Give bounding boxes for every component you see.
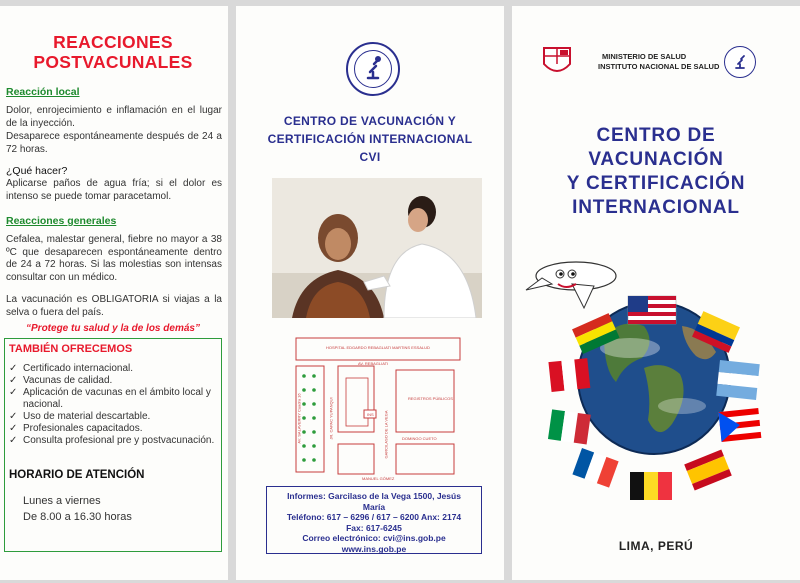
ministry-line2: INSTITUTO NACIONAL DE SALUD xyxy=(598,62,720,71)
general-reactions-heading: Reacciones generales xyxy=(6,215,117,227)
info-email[interactable]: Correo electrónico: cvi@ins.gob.pe xyxy=(302,533,446,543)
cover-title-line: INTERNACIONAL xyxy=(572,197,740,218)
offers-list xyxy=(9,363,217,447)
map-registry-label: REGISTROS PÚBLICOS xyxy=(408,396,453,401)
general-reactions-text: Cefalea, malestar general, fiebre no mayor a 38 ºC que desaparecen espontáneamente dentro de 24 a 72 horas. Si las molestias son intensas consultar con un médico. xyxy=(6,234,222,283)
france-flag-icon xyxy=(572,448,618,488)
map-street-right: GARCILASO DE LA VEGA xyxy=(383,410,389,459)
what-to-do-heading: ¿Qué hacer? xyxy=(6,165,68,177)
hours-heading: HORARIO DE ATENCIÓN xyxy=(9,469,145,481)
offer-item: ✓ Vacunas de calidad. xyxy=(9,375,217,387)
ins-logo-small xyxy=(724,46,756,78)
argentina-flag-icon xyxy=(716,360,760,400)
info-website[interactable]: www.ins.gob.pe xyxy=(341,543,407,554)
map-hospital-label: HOSPITAL EDGARDO REBAGLIATI MARTINS ESSALUD xyxy=(326,345,430,350)
info-address: Informes: Garcilaso de la Vega 1500, Jesús xyxy=(287,491,461,501)
cover-title-line: Y CERTIFICACIÓN xyxy=(566,173,746,194)
peru-coat-of-arms-icon xyxy=(540,44,574,78)
offers-heading: TAMBIÉN OFRECEMOS xyxy=(9,343,133,355)
belgium-flag-icon xyxy=(630,472,672,500)
cover-title xyxy=(512,124,800,220)
reactions-panel xyxy=(0,6,228,580)
map-street-top: AV. REBAGLIATI xyxy=(358,361,389,366)
offer-item: ✓ Certificado internacional. xyxy=(9,363,217,375)
what-to-do-text: Aplicarse paños de agua fría; si el dolor es intenso se puede tomar paracetamol. xyxy=(6,178,222,202)
reactions-title-line1: REACCIONES xyxy=(53,32,173,52)
spain-flag-icon xyxy=(684,450,732,491)
cover-title-line: VACUNACIÓN xyxy=(588,149,724,170)
cover-title-line: CENTRO DE xyxy=(596,125,716,146)
microscope-icon xyxy=(348,44,398,94)
local-reaction-heading: Reacción local xyxy=(6,86,80,98)
offer-item: ✓ Profesionales capacitados. xyxy=(9,423,217,435)
hours-time: De 8.00 a 16.30 horas xyxy=(23,511,132,523)
peru-flag-icon xyxy=(548,358,590,392)
map-ins-label: INS xyxy=(367,412,374,417)
puerto-rico-flag-icon xyxy=(718,408,761,442)
info-fax: Fax: 617-6245 xyxy=(346,522,402,533)
cover-panel xyxy=(512,6,800,580)
ins-logo xyxy=(346,42,400,96)
local-reaction-text: Dolor, enrojecimiento e inflamación en el lugar de la inyección. xyxy=(6,105,222,129)
globe-flags-illustration xyxy=(512,256,800,506)
map-manuel-label: MANUEL GÓMEZ xyxy=(362,476,395,481)
map-street-left: AV. SALAVERRY Cuadra 16 xyxy=(296,393,302,444)
italy-flag-icon xyxy=(548,409,591,444)
info-district: María xyxy=(362,501,386,512)
contact-info-box xyxy=(266,486,482,554)
offer-item: ✓ Consulta profesional pre y postvacunación. xyxy=(9,435,217,447)
center-panel xyxy=(236,6,504,580)
hours-days: Lunes a viernes xyxy=(23,495,101,507)
center-title xyxy=(236,112,504,166)
vaccination-photo xyxy=(272,178,482,318)
info-phone: Teléfono: 617 – 6296 / 617 – 6200 Anx: 2174 xyxy=(286,512,462,522)
location-map xyxy=(292,336,464,482)
center-title-line1: CENTRO DE VACUNACIÓN Y xyxy=(283,114,457,128)
local-reaction-text-2: Desaparece espontáneamente después de 24 a 72 horas. xyxy=(6,131,222,155)
city-label: LIMA, PERÚ xyxy=(618,539,694,553)
microscope-icon xyxy=(725,47,755,77)
offer-item: ✓ Aplicación de vacunas en el ámbito local y nacional. xyxy=(9,387,217,411)
ministry-line1: MINISTERIO DE SALUD xyxy=(602,52,687,61)
map-street-mid: JR. CAPAC YUPANQUI xyxy=(328,397,334,440)
slogan: “Protege tu salud y la de los demás” xyxy=(26,323,200,334)
usa-flag-icon xyxy=(628,296,676,324)
center-title-line3: CVI xyxy=(359,150,381,164)
mandatory-text: La vacunación es OBLIGATORIA si viajas a la selva o fuera del país. xyxy=(6,294,222,318)
center-title-line2: CERTIFICACIÓN INTERNACIONAL xyxy=(267,132,473,146)
ministry-label xyxy=(598,52,719,72)
offer-item: ✓ Uso de material descartable. xyxy=(9,411,217,423)
map-domingo-label: DOMINGO CUETO xyxy=(402,436,437,441)
airplane-icon xyxy=(526,262,616,308)
reactions-title-line2: POSTVACUNALES xyxy=(33,52,193,72)
offers-box xyxy=(4,338,222,552)
